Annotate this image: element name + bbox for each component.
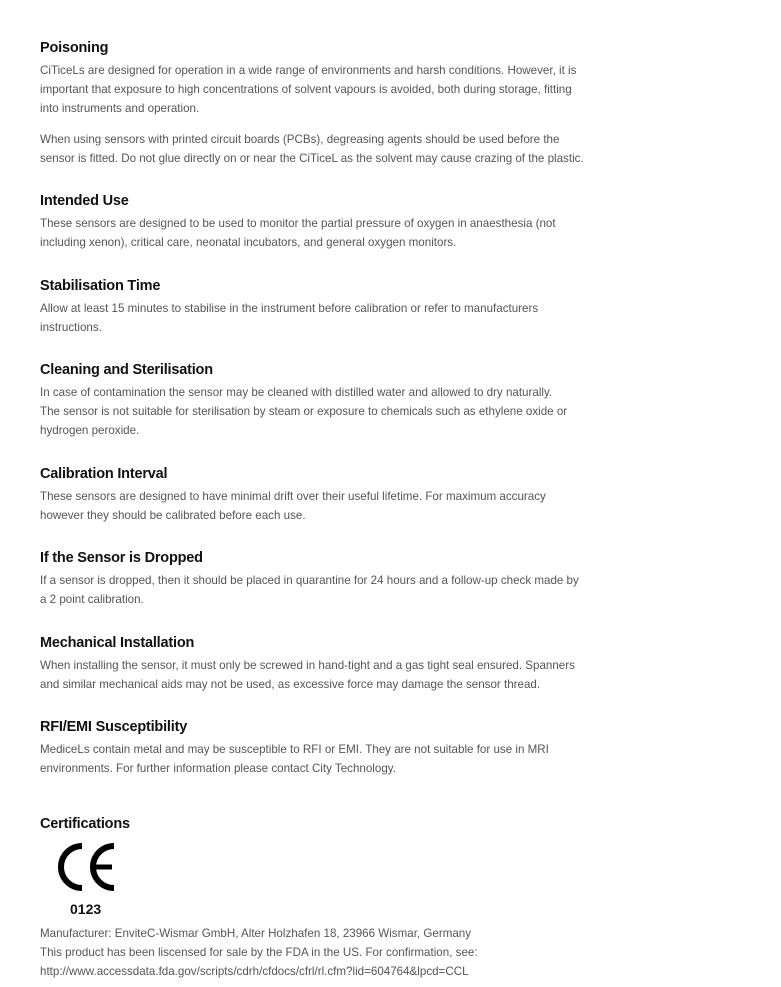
paragraph-line: These sensors are designed to have minimal drift over their useful lifetime. For maximum accuracy bbox=[40, 490, 546, 503]
certifications-section bbox=[40, 815, 640, 833]
paragraph-line: When using sensors with printed circuit boards (PCBs), degreasing agents should be used before the bbox=[40, 133, 560, 146]
section-paragraph bbox=[40, 130, 640, 168]
manufacturer-line: Manufacturer: EnviteC-Wismar GmbH, Alter Holzhafen 18, 23966 Wismar, Germany bbox=[40, 927, 472, 940]
section-heading: Cleaning and Sterilisation bbox=[40, 362, 213, 378]
section-mechanical-installation bbox=[40, 634, 640, 694]
section-if-the-sensor-is-dropped bbox=[40, 549, 640, 609]
paragraph-line: including xenon), critical care, neonatal incubators, and general oxygen monitors. bbox=[40, 236, 457, 249]
notified-body-number: 0123 bbox=[70, 901, 102, 917]
fda-url-link[interactable]: http://www.accessdata.fda.gov/scripts/cdrh/cfdocs/cfrl/rl.cfm?lid=604764&lpcd=CCL bbox=[40, 965, 469, 978]
paragraph-line: MediceLs contain metal and may be susceptible to RFI or EMI. They are not suitable for use in MRI bbox=[40, 743, 549, 756]
paragraph-line: a 2 point calibration. bbox=[40, 593, 144, 606]
section-intended-use bbox=[40, 192, 640, 252]
fda-line: This product has been liscensed for sale by the FDA in the US. For confirmation, see: bbox=[40, 946, 478, 959]
section-heading: Mechanical Installation bbox=[40, 635, 195, 651]
section-cleaning-and-sterilisation bbox=[40, 361, 640, 440]
section-paragraph bbox=[40, 487, 640, 525]
section-heading: Poisoning bbox=[40, 40, 109, 56]
section-heading: If the Sensor is Dropped bbox=[40, 550, 203, 566]
section-stabilisation-time bbox=[40, 277, 640, 337]
paragraph-line: If a sensor is dropped, then it should be placed in quarantine for 24 hours and a follow-up check made by bbox=[40, 574, 579, 587]
section-calibration-interval bbox=[40, 465, 640, 525]
section-paragraph bbox=[40, 656, 640, 694]
ce-mark-logo bbox=[56, 842, 118, 892]
section-paragraph bbox=[40, 383, 640, 440]
section-paragraph bbox=[40, 299, 640, 337]
section-heading: Calibration Interval bbox=[40, 466, 168, 482]
paragraph-line: however they should be calibrated before each use. bbox=[40, 509, 306, 522]
paragraph-line: Allow at least 15 minutes to stabilise in the instrument before calibration or refer to manufacturers bbox=[40, 302, 539, 315]
section-paragraph bbox=[40, 214, 640, 252]
section-paragraph bbox=[40, 61, 640, 118]
section-paragraph bbox=[40, 571, 640, 609]
paragraph-line: into instruments and operation. bbox=[40, 102, 200, 115]
paragraph-line: and similar mechanical aids may not be used, as excessive force may damage the sensor thread. bbox=[40, 678, 541, 691]
paragraph-line: hydrogen peroxide. bbox=[40, 424, 140, 437]
section-poisoning bbox=[40, 39, 640, 168]
paragraph-line: environments. For further information please contact City Technology. bbox=[40, 762, 396, 775]
paragraph-line: When installing the sensor, it must only be screwed in hand-tight and a gas tight seal ensured. Spanners bbox=[40, 659, 575, 672]
certification-text bbox=[40, 924, 640, 981]
paragraph-line: instructions. bbox=[40, 321, 102, 334]
paragraph-line: important that exposure to high concentrations of solvent vapours is avoided, both during storage, fitting bbox=[40, 83, 572, 96]
paragraph-line: In case of contamination the sensor may be cleaned with distilled water and allowed to dry naturally. bbox=[40, 386, 553, 399]
paragraph-line: These sensors are designed to be used to monitor the partial pressure of oxygen in anaesthesia (not bbox=[40, 217, 556, 230]
paragraph-line: sensor is fitted. Do not glue directly on or near the CiTiceL as the solvent may cause crazing of the plastic. bbox=[40, 152, 584, 165]
section-paragraph bbox=[40, 740, 640, 778]
section-heading: Stabilisation Time bbox=[40, 278, 161, 294]
section-heading: RFI/EMI Susceptibility bbox=[40, 719, 188, 735]
section-heading: Certifications bbox=[40, 816, 130, 832]
section-heading: Intended Use bbox=[40, 193, 129, 209]
paragraph-line: CiTiceLs are designed for operation in a wide range of environments and harsh conditions. However, it is bbox=[40, 64, 577, 77]
section-rfi-emi-susceptibility bbox=[40, 718, 640, 778]
paragraph-line: The sensor is not suitable for sterilisation by steam or exposure to chemicals such as ethylene oxide or bbox=[40, 405, 568, 418]
